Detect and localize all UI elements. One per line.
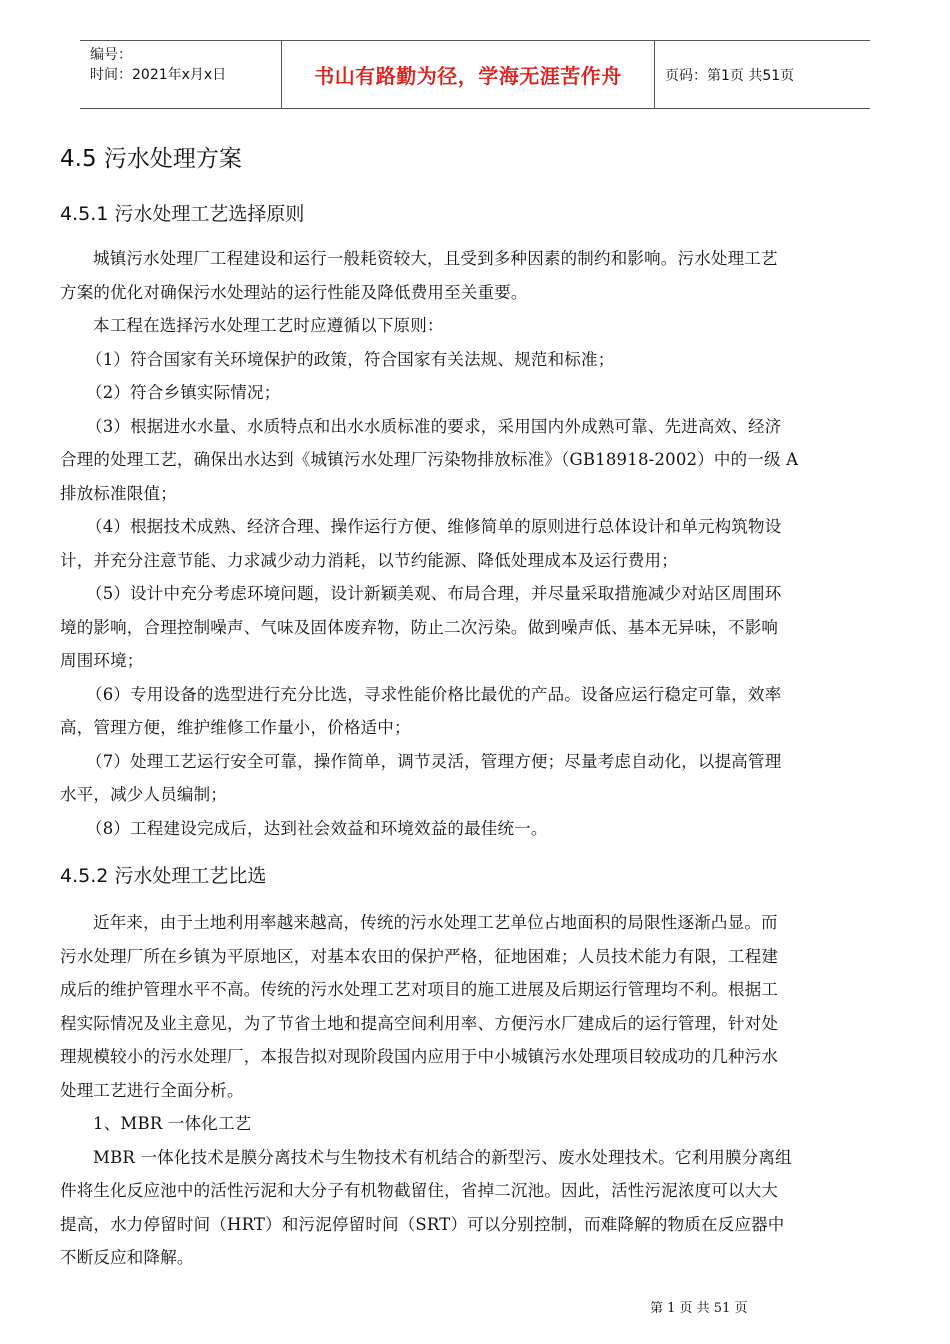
text-line: 城镇污水处理厂工程建设和运行一般耗资较大，且受到多种因素的制约和影响。污水处理工艺 [93, 249, 778, 268]
page-footer: 第 1 页 共 51 页 [650, 1301, 748, 1316]
text-line: （5）设计中充分考虑环境问题，设计新颖美观、布局合理，并尽量采取措施减少对站区周围环 [86, 584, 782, 603]
header-number-label: 编号： [90, 47, 132, 63]
text-line: 方案的优化对确保污水处理站的运行性能及降低费用至关重要。 [60, 282, 528, 302]
text-line: （6）专用设备的选型进行充分比选，寻求性能价格比最优的产品。设备应运行稳定可靠，效率 [86, 684, 782, 704]
text-line: 处理工艺进行全面分析。 [60, 1080, 244, 1100]
text-line: 计，并充分注意节能、力求减少动力消耗，以节约能源、降低处理成本及运行费用； [60, 550, 678, 570]
text-line: 提高，水力停留时间（HRT）和污泥停留时间（SRT）可以分别控制，而难降解的物质在反应器中 [60, 1214, 785, 1234]
text-line: （4）根据技术成熟、经济合理、操作运行方便、维修简单的原则进行总体设计和单元构筑物设 [86, 517, 782, 536]
text-line: （2）符合乡镇实际情况； [86, 383, 281, 402]
text-line: 水平，减少人员编制； [60, 785, 227, 804]
subsection-1-body [60, 242, 890, 845]
text-line: 境的影响，合理控制噪声、气味及固体废弃物，防止二次污染。做到噪声低、基本无异味，不影响 [60, 617, 779, 637]
text-line: 近年来，由于土地利用率越来越高，传统的污水处理工艺单位占地面积的局限性逐渐凸显。而 [93, 913, 778, 932]
text-line: 污水处理厂所在乡镇为平原地区，对基本农田的保护严格，征地困难；人员技术能力有限，工程建 [60, 946, 779, 966]
subsection-title-2: 4.5.2 污水处理工艺比选 [60, 865, 267, 887]
text-line: 理规模较小的污水处理厂，本报告拟对现阶段国内应用于中小城镇污水处理项目较成功的几种污水 [60, 1047, 779, 1066]
text-line: 合理的处理工艺，确保出水达到《城镇污水处理厂污染物排放标准》（GB18918-2002）中的一级 A [60, 450, 799, 469]
text-line: 本工程在选择污水处理工艺时应遵循以下原则： [93, 316, 444, 335]
text-line: 排放标准限值； [60, 483, 177, 503]
text-line: 成后的维护管理水平不高。传统的污水处理工艺对项目的施工进展及后期运行管理均不利。根据工 [60, 980, 779, 999]
text-line: 高，管理方便，维护维修工作量小，价格适中； [60, 718, 411, 737]
header-time-label: 时间：2021年x月x日 [90, 67, 227, 83]
text-line: （1）符合国家有关环境保护的政策，符合国家有关法规、规范和标准； [86, 349, 615, 369]
header-info-cell [80, 41, 282, 108]
subsection-2-body [60, 906, 890, 1275]
text-line: 1、MBR 一体化工艺 [93, 1114, 252, 1133]
text-line: MBR 一体化技术是膜分离技术与生物技术有机结合的新型污、废水处理技术。它利用膜分离组 [93, 1147, 792, 1167]
text-line: 周围环境； [60, 651, 144, 670]
section-title: 4.5 污水处理方案 [60, 146, 242, 172]
header-page-info: 页码：第1页 共51页 [665, 67, 795, 84]
text-line: （3）根据进水水量、水质特点和出水水质标准的要求，采用国内外成熟可靠、先进高效、经济 [86, 416, 782, 436]
text-line: （8）工程建设完成后，达到社会效益和环境效益的最佳统一。 [86, 818, 548, 838]
text-line: （7）处理工艺运行安全可靠，操作简单，调节灵活，管理方便；尽量考虑自动化，以提高管理 [86, 751, 782, 771]
header-motto: 书山有路勤为径，学海无涯苦作舟 [282, 41, 655, 108]
text-line: 程实际情况及业主意见，为了节省土地和提高空间利用率、方便污水厂建成后的运行管理，针对处 [60, 1013, 779, 1033]
page-header-table [80, 40, 870, 109]
subsection-title-1: 4.5.1 污水处理工艺选择原则 [60, 203, 305, 225]
text-line: 件将生化反应池中的活性污泥和大分子有机物截留住，省掉二沉池。因此，活性污泥浓度可以大大 [60, 1181, 779, 1200]
text-line: 不断反应和降解。 [60, 1248, 194, 1267]
